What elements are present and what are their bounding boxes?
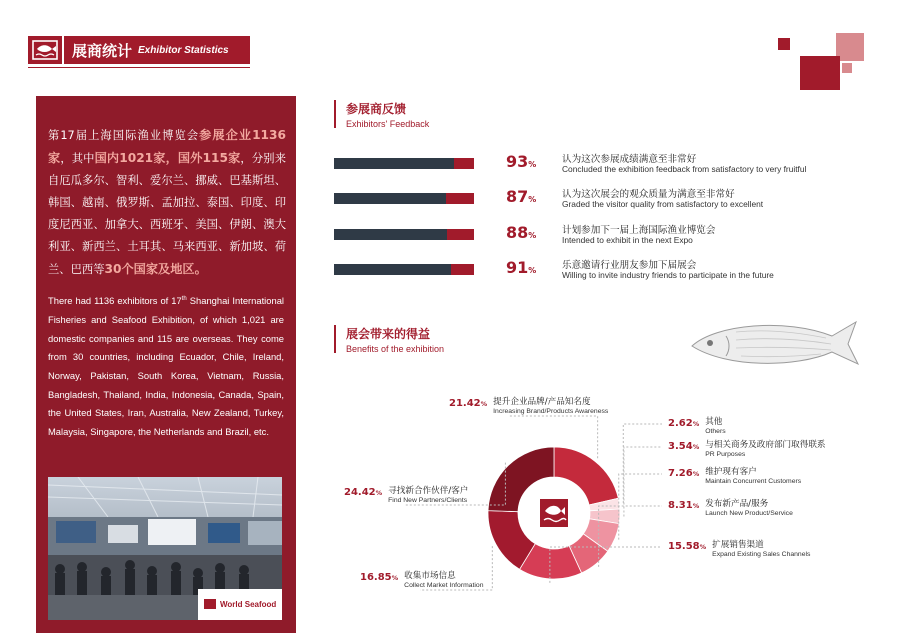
title-accent-bar: [334, 100, 336, 128]
feedback-bar-track: [334, 158, 474, 169]
benefit-percent: [344, 487, 382, 498]
feedback-row: [334, 187, 814, 209]
section-header: [28, 36, 250, 64]
feedback-bar-track: [334, 193, 474, 204]
intro-text-en: There had 1136 exhibitors of 17th Shanghai International Fisheries and Seafood Exhibition, of which 1,021 are domestic companies and 115 are overseas. They come from 30 countries, including Ecuador, Chile, Ireland, Norway, Pakistan, South Korea, Vietnam, Russia, Bangladesh, Thailand, India, Indonesia, Canada, Spain, the United States, Iran, Australia, New Zealand, Turkey, Malaysia, Singapore, the Netherlands and Brazil, etc.: [48, 295, 284, 438]
benefit-label: [668, 500, 793, 518]
benefit-label-en: Collect Market Information: [404, 582, 484, 589]
percent-sign: %: [480, 400, 488, 408]
fish-illustration: [686, 316, 864, 370]
header-rule: [28, 67, 250, 68]
feedback-bar-fill: [334, 193, 446, 204]
benefit-label-en: Maintain Concurrent Customers: [705, 478, 802, 485]
feedback-percent-value: 87: [506, 187, 529, 206]
donut-slice: [590, 509, 620, 524]
benefits-title-en: Benefits of the exhibition: [346, 344, 445, 354]
donut-slice: [554, 447, 618, 505]
donut-slice: [589, 498, 620, 511]
feedback-percent: [506, 223, 536, 242]
fish-logo-icon: [28, 36, 64, 64]
feedback-percent-value: 93: [506, 152, 529, 171]
title-accent-bar: [334, 325, 336, 353]
donut-hole: [518, 477, 590, 549]
benefit-percent-value: 16.85: [360, 572, 392, 583]
feedback-percent-value: 91: [506, 258, 529, 277]
feedback-percent-value: 88: [506, 223, 529, 242]
benefit-label: [668, 441, 826, 459]
benefit-label-zh: 寻找新合作伙伴/客户: [388, 486, 469, 496]
feedback-percent: [506, 258, 536, 277]
benefit-label: [344, 487, 468, 505]
benefit-label: [668, 541, 810, 559]
percent-sign: %: [528, 195, 537, 204]
feedback-label-zh: 计划参加下一届上海国际渔业博览会: [562, 225, 716, 236]
intro-text-segment: 第17届上海国际渔业博览会: [48, 129, 200, 142]
feedback-label-en: Intended to exhibit in the next Expo: [562, 235, 693, 245]
benefit-percent: [360, 572, 398, 583]
percent-sign: %: [692, 502, 700, 510]
benefit-label-zh: 其他: [705, 417, 723, 427]
percent-sign: %: [692, 470, 700, 478]
intro-text-segment: ，其中: [60, 152, 95, 165]
benefit-label-zh: 与相关商务及政府部门取得联系: [705, 440, 826, 450]
decor-square: [778, 38, 790, 50]
benefit-percent-value: 7.26: [668, 468, 693, 479]
intro-highlight: 参展企业1136家: [48, 128, 286, 165]
percent-sign: %: [692, 443, 700, 451]
feedback-row: [334, 223, 814, 245]
benefit-percent-value: 15.58: [668, 541, 700, 552]
benefit-percent-value: 24.42: [344, 487, 376, 498]
benefit-percent: [668, 418, 699, 429]
donut-slice: [488, 511, 535, 570]
intro-text-segment: ，分别来自厄瓜多尔、智利、爱尔兰、挪威、巴基斯坦、韩国、越南、俄罗斯、孟加拉、泰国、印度、印度尼西亚、加拿大、西班牙、美国、伊朗、澳大利亚、新西兰、土耳其、马来西亚、新加坡、荷兰、巴西等: [48, 152, 286, 276]
decor-square: [842, 63, 852, 73]
exhibition-hall-photo: [48, 477, 282, 620]
feedback-percent: [506, 187, 536, 206]
leader-line: [619, 474, 662, 540]
benefit-percent-value: 21.42: [449, 398, 481, 409]
benefits-title-zh: 展会带来的得益: [346, 327, 431, 341]
benefit-label-en: Expand Existing Sales Channels: [712, 551, 811, 558]
benefit-label-zh: 维护现有客户: [705, 467, 757, 477]
benefit-label-en: PR Purposes: [705, 451, 746, 458]
benefit-label-en: Others: [705, 428, 726, 435]
intro-text-zh: [48, 124, 286, 281]
benefit-percent: [668, 500, 699, 511]
benefit-percent-value: 8.31: [668, 500, 693, 511]
benefit-label-en: Launch New Product/Service: [705, 510, 793, 517]
feedback-label-en: Concluded the exhibition feedback from satisfactory to very fruitful: [562, 164, 807, 174]
benefit-label: [668, 418, 726, 436]
percent-sign: %: [528, 231, 537, 240]
feedback-label-en: Willing to invite industry friends to participate in the future: [562, 270, 774, 280]
feedback-section-title: [346, 100, 429, 129]
feedback-label-zh: 认为这次参展成绩满意至非常好: [562, 154, 697, 165]
donut-slice: [569, 534, 608, 573]
benefit-percent: [668, 541, 706, 552]
leader-line: [550, 547, 662, 583]
page-title: 展商统计: [72, 41, 133, 60]
leader-line: [599, 506, 662, 567]
percent-sign: %: [692, 420, 700, 428]
benefit-label: [668, 468, 801, 486]
feedback-bar-fill: [334, 158, 454, 169]
donut-slice: [488, 447, 554, 512]
feedback-percent: [506, 152, 536, 171]
benefit-percent: [449, 398, 487, 409]
benefit-label-zh: 扩展销售渠道: [712, 540, 764, 550]
donut-slice: [520, 544, 582, 579]
feedback-bar-fill: [334, 264, 451, 275]
feedback-bar-track: [334, 229, 474, 240]
feedback-bar-track: [334, 264, 474, 275]
decor-square: [800, 56, 840, 90]
decor-square: [836, 33, 864, 61]
benefit-percent: [668, 441, 699, 452]
percent-sign: %: [528, 266, 537, 275]
feedback-label-en: Graded the visitor quality from satisfactory to excellent: [562, 199, 764, 209]
page-title-en: Exhibitor Statistics: [138, 44, 229, 56]
intro-highlight: 30个国家及地区。: [104, 262, 207, 276]
benefit-label-en: Increasing Brand/Products Awareness: [493, 408, 609, 415]
feedback-label-zh: 认为这次展会的观众质量为满意至非常好: [562, 189, 735, 200]
benefits-section-title: [346, 325, 444, 354]
feedback-row: [334, 152, 814, 174]
donut-slice: [583, 519, 619, 551]
benefit-percent-value: 3.54: [668, 441, 693, 452]
benefit-percent-value: 2.62: [668, 418, 693, 429]
leader-line: [509, 416, 598, 458]
feedback-row: [334, 258, 814, 280]
percent-sign: %: [375, 489, 383, 497]
fish-logo-icon: [540, 499, 568, 527]
feedback-title-en: Exhibitors' Feedback: [346, 119, 430, 129]
photo-sign-text: World Seafood: [220, 600, 277, 609]
benefit-label: [360, 572, 483, 590]
feedback-label-zh: 乐意邀请行业朋友参加下届展会: [562, 260, 697, 271]
benefit-label-en: Find New Partners/Clients: [388, 497, 468, 504]
leader-line: [623, 424, 662, 503]
benefit-label: [449, 398, 608, 416]
benefit-label-zh: 提升企业品牌/产品知名度: [493, 397, 591, 407]
leader-line: [624, 447, 662, 517]
feedback-title-zh: 参展商反馈: [346, 102, 407, 116]
percent-sign: %: [391, 574, 399, 582]
benefit-label-zh: 发布新产品/服务: [705, 499, 769, 509]
percent-sign: %: [699, 543, 707, 551]
benefit-percent: [668, 468, 699, 479]
percent-sign: %: [528, 160, 537, 169]
intro-highlight: 国内1021家，国外115家: [94, 151, 241, 165]
feedback-bar-fill: [334, 229, 447, 240]
benefit-label-zh: 收集市场信息: [404, 571, 456, 581]
